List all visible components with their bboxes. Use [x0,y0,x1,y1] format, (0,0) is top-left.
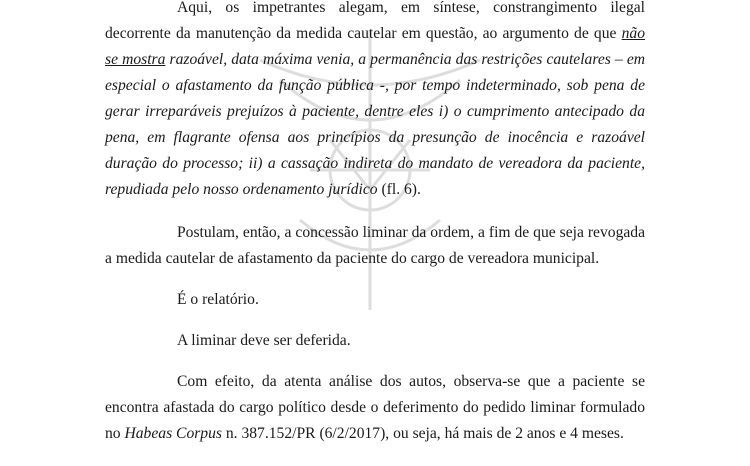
paragraph-decision: A liminar deve ser deferida. [177,332,351,349]
allegations-text: Aqui, os impetrantes alegam, em síntese, constrangimento ilegal decorrente da manutenção da medida cautelar em questão, ao argumento de que [105,0,645,42]
paragraph-analysis [105,369,645,447]
document-page [105,0,645,447]
allegations-quote: razoável, data máxima venia, a permanência das restrições cautelares – em especial o afastamento da função pública -, por tempo indeterminado, sob pena de gerar irreparáveis prejuízos à paciente, dentre eles i) o cumprimento antecipado da pena, em flagrante ofensa aos princípios da presunção de inocência e razoável duração do processo; ii) a cassação indireta do mandato de vereadora da paciente, repudiada pelo nosso ordenamento jurídico [105,51,646,198]
analysis-text: Com efeito, da atenta análise dos autos, observa-se que a paciente se encontra afastada do cargo político desde o deferimento do pedido liminar formulado no [105,373,645,442]
allegations-emphasis-underlined: não se mostra [105,25,645,68]
allegations-citation: (fl. 6). [377,181,421,198]
paragraph-report: É o relatório. [177,291,259,308]
paragraph-request: Postulam, então, a concessão liminar da ordem, a fim de que seja revogada a medida cautelar de afastamento da paciente do cargo de vereadora municipal. [105,224,645,267]
paragraph-allegations [105,0,645,203]
habeas-corpus-term: Habeas Corpus [124,425,222,442]
analysis-citation: n. 387.152/PR (6/2/2017), ou seja, há mais de 2 anos e 4 meses. [221,425,624,442]
